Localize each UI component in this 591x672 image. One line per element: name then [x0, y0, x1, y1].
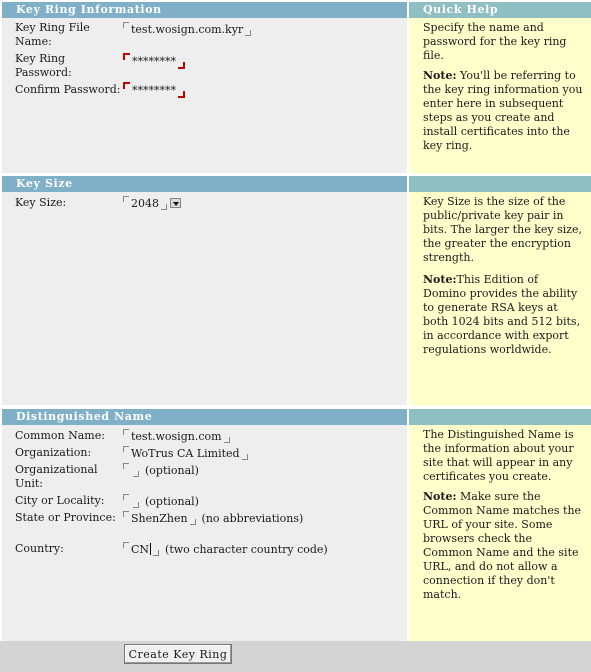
- field-start-marker: [123, 446, 129, 452]
- key-ring-password-label: Key Ring Password:: [15, 52, 72, 79]
- field-start-marker: [123, 542, 129, 548]
- key-ring-file-field[interactable]: [123, 21, 251, 37]
- required-field-end-marker: [178, 91, 185, 98]
- key-ring-help-paragraph: Specify the name and password for the key ring file.: [423, 21, 567, 62]
- required-field-end-marker: [178, 62, 185, 69]
- state-province-label: State or Province:: [15, 511, 116, 524]
- key-size-help-header: [409, 176, 591, 192]
- state-province-field[interactable]: [123, 510, 303, 526]
- organization-field[interactable]: [123, 445, 248, 461]
- key-ring-file-value: test.wosign.com.kyr: [131, 22, 244, 36]
- key-size-selected-value: 2048: [131, 196, 159, 210]
- form-footer: [0, 641, 591, 672]
- organization-label: Organization:: [15, 446, 92, 459]
- quick-help-header: Quick Help: [409, 2, 591, 18]
- required-field-start-marker: [123, 53, 130, 60]
- key-ring-help-note: [423, 69, 583, 153]
- country-hint: (two character country code): [165, 542, 328, 556]
- city-locality-field[interactable]: [123, 493, 199, 509]
- organizational-unit-field[interactable]: [123, 462, 199, 478]
- field-end-marker: [224, 437, 230, 443]
- note-label: Note:: [423, 273, 457, 286]
- field-start-marker: [123, 463, 129, 469]
- state-province-value: ShenZhen: [131, 511, 188, 525]
- field-start-marker: [123, 494, 129, 500]
- key-size-section-header: Key Size: [2, 176, 407, 192]
- note-label: Note:: [423, 490, 457, 503]
- field-end-marker: [133, 471, 139, 477]
- field-end-marker: [153, 550, 159, 556]
- key-ring-password-value: ********: [132, 54, 176, 68]
- organizational-unit-hint: (optional): [145, 463, 199, 477]
- note-text: Make sure the Common Name matches the URL of your site. Some browsers check the Common Name and the site URL, and do not allow a connection if they don't match.: [423, 490, 582, 601]
- organizational-unit-label: Organizational Unit:: [15, 463, 98, 490]
- city-locality-hint: (optional): [145, 494, 199, 508]
- field-end-marker: [242, 454, 248, 460]
- key-ring-file-label: Key Ring File Name:: [15, 21, 90, 48]
- field-start-marker: [123, 196, 129, 202]
- distinguished-name-help-header: [409, 409, 591, 425]
- key-size-label: Key Size:: [15, 196, 67, 209]
- note-text: This Edition of Domino provides the ability to generate RSA keys at both 1024 bits and 512 bits, in accordance with export regulations worldwide.: [423, 273, 581, 356]
- confirm-password-label: Confirm Password:: [15, 83, 121, 96]
- note-text: You'll be referring to the key ring information you enter here in subsequent steps as you create and install certificates into the key ring.: [423, 69, 583, 152]
- field-start-marker: [123, 22, 129, 28]
- key-size-help-paragraph: Key Size is the size of the public/private key pair in bits. The larger the key size, the greater the encryption strength.: [423, 195, 583, 264]
- distinguished-name-section-header: Distinguished Name: [2, 409, 407, 425]
- text-cursor: [150, 543, 151, 555]
- key-size-select[interactable]: [123, 195, 181, 211]
- key-size-section-body: [2, 192, 407, 405]
- field-end-marker: [190, 519, 196, 525]
- confirm-password-field[interactable]: [123, 82, 185, 98]
- required-field-start-marker: [123, 82, 130, 89]
- key-size-help-text: [423, 195, 583, 357]
- common-name-label: Common Name:: [15, 429, 105, 442]
- city-locality-label: City or Locality:: [15, 494, 105, 507]
- distinguished-name-help-paragraph: The Distinguished Name is the information about your site that will appear in any certificates you create.: [423, 428, 574, 483]
- country-label: Country:: [15, 542, 64, 555]
- key-size-help-note: [423, 273, 583, 357]
- note-label: Note:: [423, 69, 457, 82]
- field-end-marker: [245, 30, 251, 36]
- distinguished-name-help-note: [423, 490, 583, 602]
- field-end-marker: [161, 204, 167, 210]
- common-name-field[interactable]: [123, 428, 230, 444]
- key-ring-password-field[interactable]: [123, 53, 185, 69]
- key-ring-help-text: [423, 21, 583, 153]
- common-name-value: test.wosign.com: [131, 429, 222, 443]
- country-value: CN: [131, 542, 150, 556]
- country-field[interactable]: [123, 541, 328, 557]
- key-ring-section-header: Key Ring Information: [2, 2, 407, 18]
- organization-value: WoTrus CA Limited: [131, 446, 240, 460]
- field-end-marker: [133, 502, 139, 508]
- distinguished-name-help-text: [423, 428, 583, 602]
- create-key-ring-button[interactable]: Create Key Ring: [124, 644, 232, 664]
- field-start-marker: [123, 511, 129, 517]
- confirm-password-value: ********: [132, 83, 176, 97]
- state-province-hint: (no abbreviations): [201, 511, 304, 525]
- field-start-marker: [123, 429, 129, 435]
- chevron-down-icon[interactable]: [170, 198, 181, 208]
